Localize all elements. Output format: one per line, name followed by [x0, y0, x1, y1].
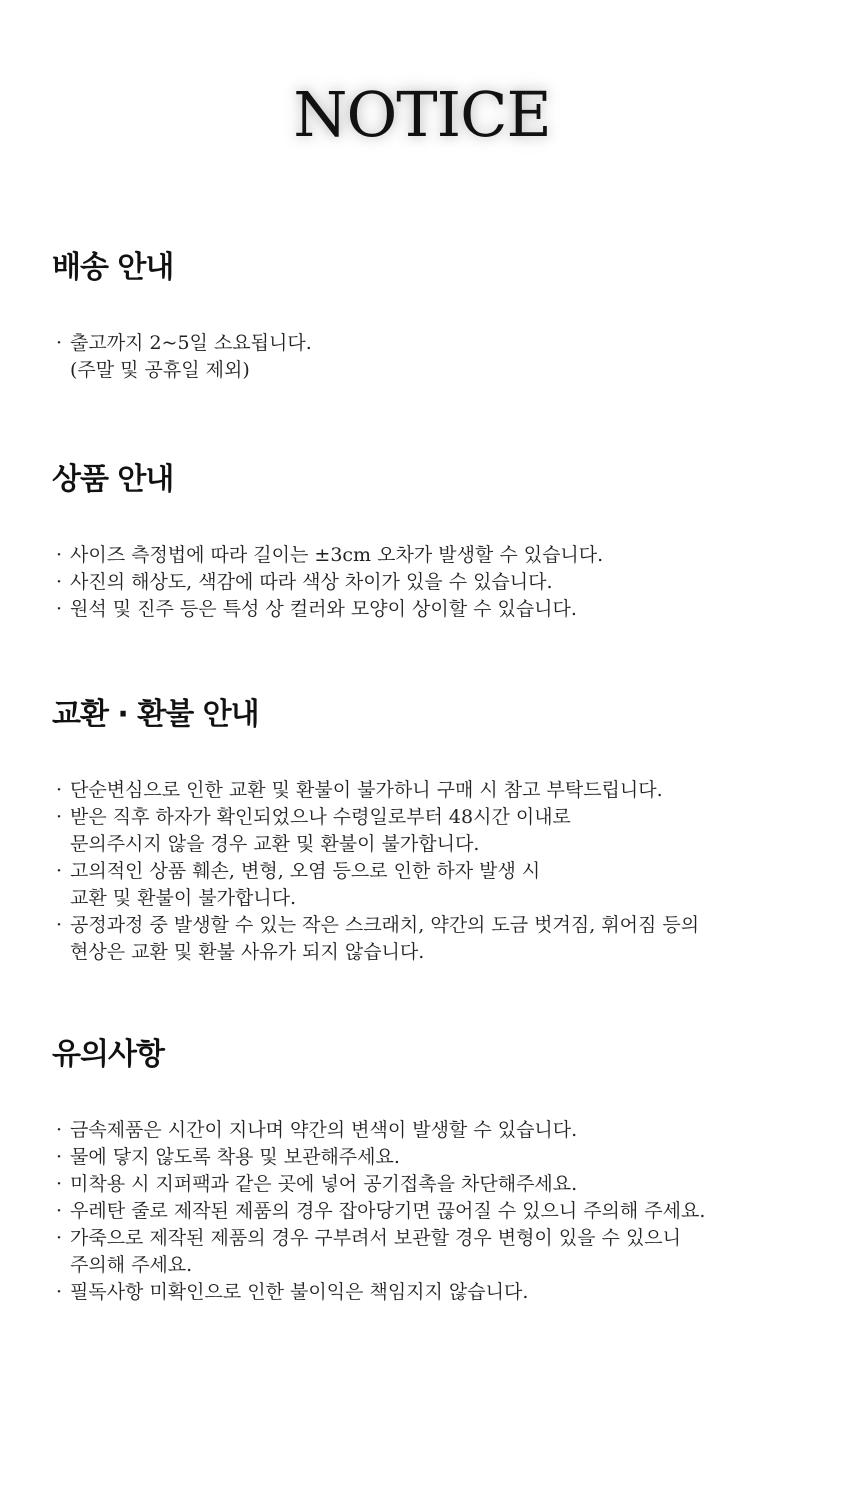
list-item [52, 330, 812, 384]
list-item [52, 569, 812, 596]
item-line: 출고까지 2~5일 소요됩니다. [70, 332, 312, 354]
bullet: · [56, 1146, 63, 1168]
list-item [52, 858, 812, 912]
bullet: · [56, 1119, 63, 1141]
list-item [52, 1171, 812, 1198]
section-product [52, 462, 812, 623]
item-line: 원석 및 진주 등은 특성 상 컬러와 모양이 상이할 수 있습니다. [70, 598, 577, 620]
list-item [52, 912, 812, 966]
list-item [52, 596, 812, 623]
page-title: NOTICE [293, 78, 551, 151]
list-item [52, 777, 812, 804]
item-line: 우레탄 줄로 제작된 제품의 경우 잡아당기면 끊어질 수 있으니 주의해 주세요. [70, 1200, 706, 1222]
item-line: (주말 및 공휴일 제외) [70, 359, 250, 381]
item-line: 고의적인 상품 훼손, 변형, 오염 등으로 인한 하자 발생 시 [70, 860, 541, 882]
item-line: 사이즈 측정법에 따라 길이는 ±3cm 오차가 발생할 수 있습니다. [70, 544, 604, 566]
item-line: 물에 닿지 않도록 착용 및 보관해주세요. [70, 1146, 400, 1168]
item-line: 사진의 해상도, 색감에 따라 색상 차이가 있을 수 있습니다. [70, 571, 553, 593]
item-line: 현상은 교환 및 환불 사유가 되지 않습니다. [70, 941, 425, 963]
section-cautions [52, 1037, 812, 1306]
bullet: · [56, 806, 63, 828]
section-exchange-refund [52, 697, 812, 966]
item-list [52, 1117, 812, 1306]
bullet: · [56, 1173, 63, 1195]
item-line: 교환 및 환불이 불가합니다. [70, 887, 297, 909]
section-heading: 배송 안내 [52, 250, 174, 285]
section-heading: 유의사항 [52, 1037, 164, 1072]
item-line: 가죽으로 제작된 제품의 경우 구부려서 보관할 경우 변형이 있을 수 있으니 [70, 1227, 682, 1249]
list-item [52, 1144, 812, 1171]
bullet: · [56, 544, 63, 566]
list-item [52, 542, 812, 569]
section-delivery [52, 250, 812, 384]
bullet: · [56, 1227, 63, 1249]
item-list [52, 777, 812, 966]
bullet: · [56, 1200, 63, 1222]
item-line: 미착용 시 지퍼팩과 같은 곳에 넣어 공기접촉을 차단해주세요. [70, 1173, 578, 1195]
item-list [52, 542, 812, 623]
item-list [52, 330, 812, 384]
list-item [52, 1279, 812, 1306]
list-item [52, 804, 812, 858]
section-heading: 교환 · 환불 안내 [52, 697, 259, 732]
bullet: · [56, 779, 63, 801]
item-line: 금속제품은 시간이 지나며 약간의 변색이 발생할 수 있습니다. [70, 1119, 578, 1141]
item-line: 단순변심으로 인한 교환 및 환불이 불가하니 구매 시 참고 부탁드립니다. [70, 779, 663, 801]
bullet: · [56, 571, 63, 593]
bullet: · [56, 332, 63, 354]
item-line: 받은 직후 하자가 확인되었으나 수령일로부터 48시간 이내로 [70, 806, 571, 828]
bullet: · [56, 1281, 63, 1303]
bullet: · [56, 914, 63, 936]
bullet: · [56, 860, 63, 882]
item-line: 공정과정 중 발생할 수 있는 작은 스크래치, 약간의 도금 벗겨짐, 휘어짐 등의 [70, 914, 700, 936]
item-line: 필독사항 미확인으로 인한 불이익은 책임지지 않습니다. [70, 1281, 529, 1303]
item-line: 문의주시지 않을 경우 교환 및 환불이 불가합니다. [70, 833, 480, 855]
list-item [52, 1225, 812, 1279]
list-item [52, 1198, 812, 1225]
bullet: · [56, 598, 63, 620]
section-heading: 상품 안내 [52, 462, 174, 497]
item-line: 주의해 주세요. [70, 1254, 193, 1276]
list-item [52, 1117, 812, 1144]
